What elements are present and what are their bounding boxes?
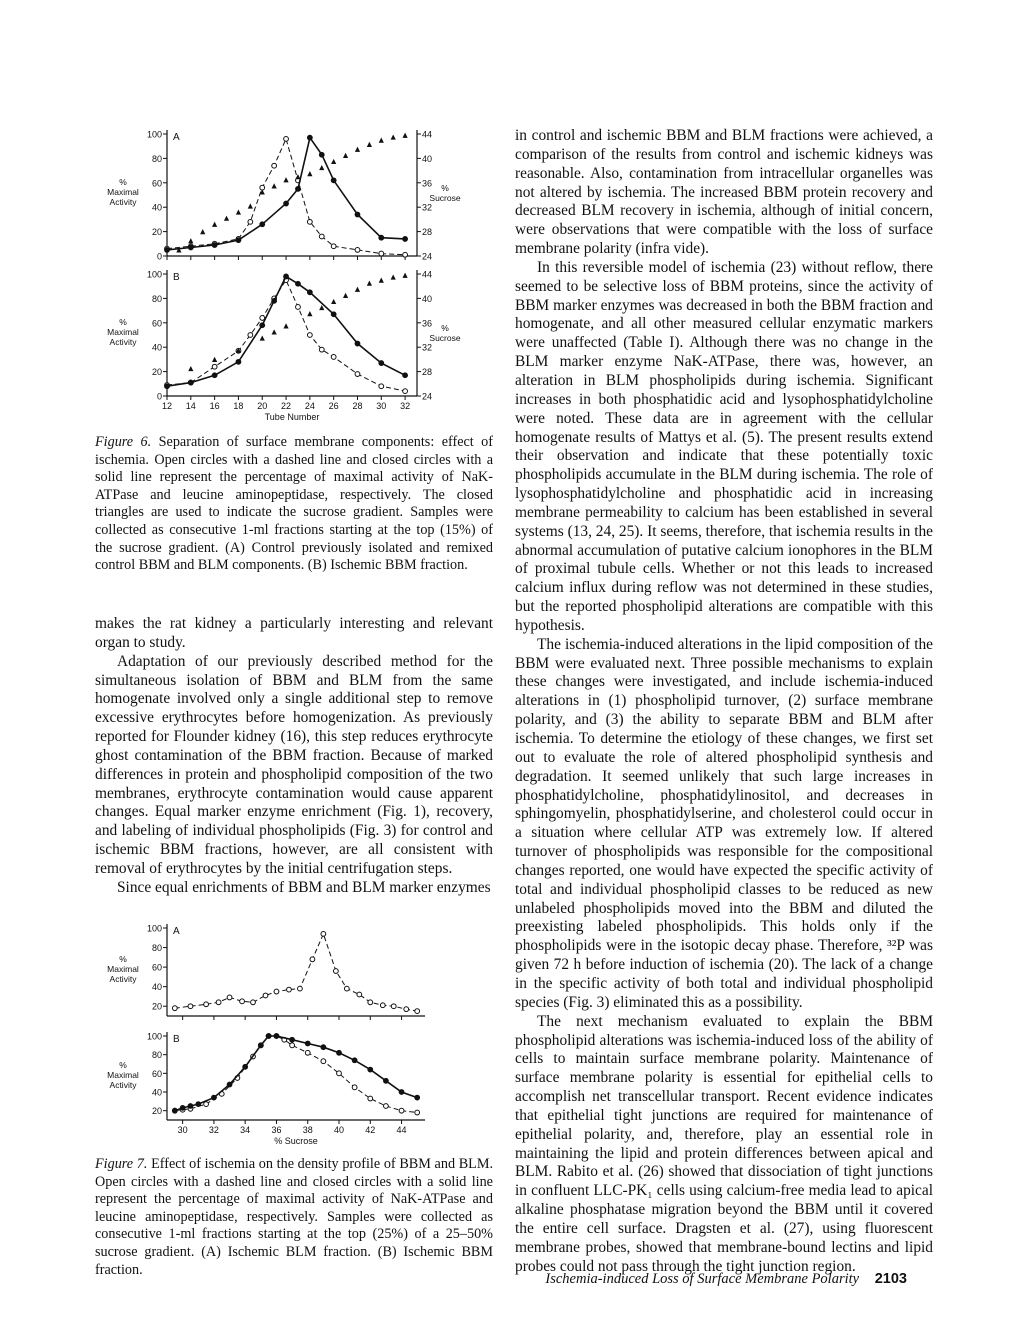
figure-7-chart <box>80 918 520 1150</box>
x-tick-label: 28 <box>352 401 363 411</box>
nak-atpase-point <box>172 1006 177 1011</box>
y2-axis-label-symbol: % <box>441 183 449 193</box>
y-tick-label: 40 <box>151 1087 162 1098</box>
right-paragraph-4: The next mechanism evaluated to explain the BBM phospholipid alterations was ischemia-induced loss of the ability of cells to maintain surface membrane polarity. Maintenance of surface membrane polarity is essential for epithelial cells to accomplish net transcellular transport. Recent evidence indicates that epithelial tight junctions are required for maintenance of epithelial polarity, and, therefore, play an essential role in maintaining the lipid and protein differences between apical and BLM. Rabito et al. (26) showed that dissociation of tight junctions in confluent LLC-PK₁ cells using calcium-free media lead to apical alkaline phosphatase migration beyond the BBM until it covered the entire cell surface. Dragsten et al. (27), using fluorescent membrane probes, showed that membrane-bound lectins and lipid probes could not pass through the tight junction region. <box>515 1012 933 1275</box>
y2-tick-label: 32 <box>422 342 433 353</box>
nak-atpase-point <box>403 389 408 394</box>
leucine-aminopeptidase-point <box>368 1067 373 1072</box>
y-tick-label: 80 <box>151 153 162 164</box>
nak-atpase-point <box>319 234 324 239</box>
page-footer <box>545 1271 907 1288</box>
leucine-aminopeptidase-point <box>284 201 289 206</box>
sucrose-triangle-point <box>391 134 396 139</box>
panel-letter: A <box>173 132 180 143</box>
nak-atpase-point <box>298 986 303 991</box>
y2-tick-label: 24 <box>422 391 433 402</box>
nak-atpase-point <box>284 136 289 141</box>
chart-panel-figure6-b <box>107 270 461 423</box>
sucrose-triangle-point <box>355 287 360 292</box>
x-tick-label: 32 <box>400 401 411 411</box>
x-tick-label: 30 <box>177 1125 188 1135</box>
y2-tick-label: 32 <box>422 202 433 213</box>
nak-atpase-point <box>287 987 292 992</box>
leucine-aminopeptidase-point <box>172 1108 177 1113</box>
sucrose-triangle-point <box>283 323 288 328</box>
nak-atpase-point <box>307 219 312 224</box>
nak-atpase-point <box>355 372 360 377</box>
nak-atpase-point <box>227 995 232 1000</box>
y-tick-label: 80 <box>151 943 162 954</box>
leucine-aminopeptidase-point <box>272 298 277 303</box>
leucine-aminopeptidase-point <box>188 380 193 385</box>
y-tick-label: 100 <box>146 269 162 280</box>
x-tick-label: 26 <box>328 401 339 411</box>
sucrose-triangle-point <box>379 278 384 283</box>
nak-atpase-point <box>272 163 277 168</box>
leucine-aminopeptidase-point <box>236 359 241 364</box>
x-tick-label: 14 <box>185 401 196 411</box>
nak-atpase-point <box>240 999 245 1004</box>
right-column-text <box>515 127 933 1276</box>
nak-atpase-point <box>296 305 301 310</box>
leucine-aminopeptidase-point <box>403 237 408 242</box>
x-tick-label: 24 <box>304 401 315 411</box>
nak-atpase-point <box>321 931 326 936</box>
sucrose-triangle-point <box>367 281 372 286</box>
y-axis-label-symbol: % <box>119 177 127 187</box>
sucrose-triangle-point <box>307 171 312 176</box>
nak-atpase-point <box>337 1071 342 1076</box>
y2-tick-label: 24 <box>422 251 433 262</box>
sucrose-triangle-point <box>212 222 217 227</box>
nak-atpase-point <box>403 252 408 257</box>
leucine-aminopeptidase-point <box>165 384 170 389</box>
sucrose-triangle-point <box>343 153 348 158</box>
y2-tick-label: 28 <box>422 367 433 378</box>
nak-atpase-point <box>204 1102 209 1107</box>
sucrose-triangle-point <box>307 311 312 316</box>
nak-atpase-point <box>251 1000 256 1005</box>
y-tick-label: 100 <box>146 1031 162 1042</box>
y2-tick-label: 28 <box>422 227 433 238</box>
nak-atpase-point <box>368 1000 373 1005</box>
y-axis-label-line1: Maximal <box>107 327 139 337</box>
leucine-aminopeptidase-point <box>227 1082 232 1087</box>
sucrose-triangle-point <box>272 183 277 188</box>
nak-atpase-point <box>331 244 336 249</box>
sucrose-triangle-point <box>391 274 396 279</box>
left-paragraph-1: makes the rat kidney a particularly interesting and relevant organ to study. <box>95 615 493 651</box>
sucrose-triangle-point <box>331 299 336 304</box>
figure-7-caption <box>95 1156 493 1279</box>
y-tick-label: 60 <box>151 318 162 329</box>
sucrose-triangle-point <box>283 177 288 182</box>
x-tick-label: 12 <box>161 401 173 411</box>
leucine-aminopeptidase-point <box>403 373 408 378</box>
leucine-aminopeptidase-point <box>284 274 289 279</box>
y2-axis-label-text: Sucrose <box>429 333 461 343</box>
chart-panel-figure7-b <box>107 1032 425 1147</box>
nak-atpase-point <box>307 333 312 338</box>
nak-atpase-point <box>344 986 349 991</box>
nak-atpase-point <box>305 1050 310 1055</box>
nak-atpase-point <box>379 251 384 256</box>
nak-atpase-point <box>248 219 253 224</box>
y-tick-label: 60 <box>151 178 162 189</box>
y-tick-label: 20 <box>151 367 162 378</box>
x-tick-label: 32 <box>208 1125 219 1135</box>
y-tick-label: 20 <box>151 1001 162 1012</box>
leucine-aminopeptidase-point <box>196 1102 201 1107</box>
chart-panel-figure7-a <box>107 924 425 1021</box>
leucine-aminopeptidase-point <box>212 1095 217 1100</box>
x-axis-label: % Sucrose <box>274 1136 318 1146</box>
figure-6-caption <box>95 434 493 575</box>
y2-tick-label: 44 <box>422 129 433 140</box>
y2-tick-label: 36 <box>422 318 433 329</box>
x-tick-label: 34 <box>240 1125 251 1135</box>
y-axis-label-symbol: % <box>119 954 127 964</box>
leucine-aminopeptidase-point <box>379 235 384 240</box>
y2-axis-label-text: Sucrose <box>429 193 461 203</box>
y-tick-label: 80 <box>151 293 162 304</box>
sucrose-triangle-point <box>343 293 348 298</box>
leucine-aminopeptidase-point <box>379 361 384 366</box>
x-tick-label: 40 <box>333 1125 345 1135</box>
y-tick-label: 40 <box>151 982 162 993</box>
leucine-aminopeptidase-point <box>260 222 265 227</box>
nak-atpase-point <box>391 1004 396 1009</box>
leucine-aminopeptidase-point <box>236 238 241 243</box>
figure-6-caption-label: Figure 6. <box>95 434 152 450</box>
chart-panel-figure6-a <box>107 130 461 262</box>
y-axis-label-symbol: % <box>119 1060 127 1070</box>
leucine-aminopeptidase-point <box>188 1104 193 1109</box>
x-tick-label: 38 <box>302 1125 313 1135</box>
x-axis-label: Tube Number <box>264 412 320 422</box>
nak-atpase-point <box>331 355 336 360</box>
nak-atpase-point <box>260 316 265 321</box>
page-number: 2103 <box>874 1271 907 1287</box>
leucine-aminopeptidase-point <box>399 1090 404 1095</box>
nak-atpase-point <box>290 1043 295 1048</box>
x-tick-label: 30 <box>376 401 387 411</box>
y-tick-label: 60 <box>151 962 162 973</box>
sucrose-triangle-point <box>272 329 277 334</box>
y-tick-label: 0 <box>156 391 162 402</box>
y2-tick-label: 40 <box>422 153 433 164</box>
y-tick-label: 0 <box>156 251 162 262</box>
nak-atpase-point <box>333 969 338 974</box>
nak-atpase-point <box>404 1007 409 1012</box>
right-paragraph-3: The ischemia-induced alterations in the lipid composition of the BBM were evaluated next. Three possible mechanisms to explain these changes were investigated, and include ischemia-induced alterations in (1) phospholipid turnover, (2) surface membrane polarity, and (3) the ability to separate BBM and BLM after ischemia. To determine the etiology of these changes, we first set out to evaluate the role of altered phospholipid synthesis and degradation. It seemed unlikely that such large increases in phosphatidylcholine, phosphatidylinositol, and decreases in sphingomyelin, phosphatidylserine, and cholesterol could occur in a situation where cellular ATP was extremely low. If altered turnover of phospholipids was responsible for the compositional changes reported, one would have expected the specific activity of total and individual phospholipid classes to be reduced as new unlabeled phospholipids moved into the BBM and diluted the preexisting labeled phospholipids. This holds only if the phospholipids were in the isotopic decay phase. Therefore, ³²P was given 72 h before induction of ischemia (20). The lack of a change in the specific activity of both total and individual phospholipid species (Fig. 3) eliminated this as a possibility. <box>515 635 933 1011</box>
right-paragraph-2: In this reversible model of ischemia (23) without reflow, there seemed to be selective loss of BBM proteins, since the activity of BBM marker enzymes was decreased in both the BBM fraction and homogenate, and all other measured cellular enzymatic markers were unaffected (Table I). Although there was no change in the BLM marker enzyme NaK-ATPase, there was, however, an alteration in BLM phospholipids during ischemia. Significant increases in both phosphatidic acid and lysophosphatidylcholine were noted. These data are in agreement with the cellular homogenate results of Mattys et al. (5). The present results extend their observation and indicate that these potentially toxic phospholipids accumulate in the BLM during ischemia. The role of lysophosphatidylcholine and phosphatidic acid in increasing membrane permeability to calcium has been established in several systems (13, 24, 25). It seems, therefore, that ischemia results in the abnormal accumulation of putative calcium ionophores in the BLM of proximal tubule cells. Whether or not this leads to increased calcium influx during reflow was not determined in these studies, but the reported phospholipid alterations are compatible with this hypothesis. <box>515 258 934 634</box>
sucrose-triangle-point <box>248 203 253 208</box>
nak-atpase-point <box>384 1104 389 1109</box>
y-axis-label-line1: Maximal <box>107 1070 139 1080</box>
leucine-aminopeptidase-point <box>307 290 312 295</box>
left-paragraph-2: Adaptation of our previously described method for the simultaneous isolation of BBM and BLM from the same homogenate involved only a single additional step to remove excessive erythrocytes before homogenization. As previously reported for Flounder kidney (16), this step reduces erythrocyte ghost contamination of the BBM fraction. Because of marked differences in protein and phospholipid composition of the two membranes, erythrocyte contamination would cause apparent changes. Equal marker enzyme enrichment (Fig. 1), recovery, and labeling of individual phospholipids (Fig. 3) for control and ischemic BBM fractions, however, are all consistent with removal of erythrocytes by the initial centrifugation steps. <box>95 652 493 877</box>
y-axis-label-line2: Activity <box>109 974 137 984</box>
y-tick-label: 100 <box>146 129 162 140</box>
x-tick-label: 44 <box>396 1125 407 1135</box>
sucrose-triangle-point <box>212 357 217 362</box>
leucine-aminopeptidase-point <box>307 135 312 140</box>
sucrose-triangle-point <box>319 165 324 170</box>
nak-atpase-point <box>399 1108 404 1113</box>
figure-6 <box>80 122 520 422</box>
nak-atpase-point <box>274 989 279 994</box>
nak-atpase-point <box>263 993 268 998</box>
nak-atpase-point <box>352 1085 357 1090</box>
x-tick-label: 20 <box>257 401 268 411</box>
nak-atpase-point <box>357 992 362 997</box>
leucine-aminopeptidase-point <box>352 1058 357 1063</box>
nak-atpase-line <box>175 1036 417 1113</box>
y-axis-label-line1: Maximal <box>107 187 139 197</box>
nak-atpase-point <box>415 1009 420 1014</box>
leucine-aminopeptidase-point <box>180 1105 185 1110</box>
y-tick-label: 40 <box>151 202 162 213</box>
x-tick-label: 18 <box>233 401 244 411</box>
leucine-aminopeptidase-point <box>296 187 301 192</box>
nak-atpase-point <box>380 1003 385 1008</box>
y-axis-label-line2: Activity <box>109 337 137 347</box>
figure-6-caption-text: Separation of surface membrane components: effect of ischemia. Open circles with a dashed line and closed circles with a solid line represent the percentage of maximal activity of NaK-ATPase and leucine aminopeptidase, respectively. The closed triangles are used to indicate the sucrose gradient. Samples were collected as consecutive 1-ml fractions starting at the top (15%) of the sucrose gradient. (A) Control previously isolated and remixed control BBM and BLM components. (B) Ischemic BBM fraction. <box>95 434 494 574</box>
leucine-aminopeptidase-point <box>290 1037 295 1042</box>
nak-atpase-line <box>167 139 405 255</box>
leucine-aminopeptidase-point <box>243 1064 248 1069</box>
sucrose-triangle-point <box>402 133 407 138</box>
nak-atpase-point <box>188 1004 193 1009</box>
figure-7 <box>80 918 520 1150</box>
nak-atpase-point <box>368 1096 373 1101</box>
nak-atpase-point <box>216 1000 221 1005</box>
sucrose-triangle-point <box>188 238 193 243</box>
leucine-aminopeptidase-point <box>212 243 217 248</box>
left-paragraph-3: Since equal enrichments of BBM and BLM marker enzymes <box>117 878 491 896</box>
leucine-aminopeptidase-point <box>258 1043 263 1048</box>
leucine-aminopeptidase-point <box>331 312 336 317</box>
leucine-aminopeptidase-point <box>266 1034 271 1039</box>
right-paragraph-1: in control and ischemic BBM and BLM fractions were achieved, a comparison of the results from control and ischemic kidneys was reasonable. Also, contamination from intracellular organelles was not altered by ischemia. The increased BBM protein recovery and decreased BLM recovery in ischemia, although of initial concern, were observations that were compatible with the loss of surface membrane polarity (infra vide). <box>515 127 933 258</box>
y-axis-label-line2: Activity <box>109 197 137 207</box>
sucrose-triangle-point <box>402 273 407 278</box>
leucine-aminopeptidase-point <box>212 373 217 378</box>
leucine-aminopeptidase-point <box>415 1095 420 1100</box>
leucine-aminopeptidase-point <box>337 1050 342 1055</box>
leucine-aminopeptidase-point <box>274 1034 279 1039</box>
sucrose-triangle-point <box>200 229 205 234</box>
nak-atpase-point <box>355 248 360 253</box>
sucrose-triangle-point <box>367 142 372 147</box>
leucine-aminopeptidase-line <box>167 276 405 386</box>
figure-7-caption-label: Figure 7. <box>95 1156 148 1172</box>
nak-atpase-line <box>167 280 405 391</box>
panel-letter: B <box>173 272 180 283</box>
x-tick-label: 36 <box>271 1125 282 1135</box>
nak-atpase-point <box>212 364 217 369</box>
y-axis-label-line2: Activity <box>109 1080 137 1090</box>
nak-atpase-point <box>248 333 253 338</box>
y2-tick-label: 36 <box>422 178 433 189</box>
y-tick-label: 20 <box>151 1106 162 1117</box>
y2-tick-label: 44 <box>422 269 433 280</box>
nak-atpase-point <box>321 1059 326 1064</box>
y-axis-label-symbol: % <box>119 317 127 327</box>
nak-atpase-point <box>379 384 384 389</box>
leucine-aminopeptidase-point <box>321 1045 326 1050</box>
leucine-aminopeptidase-point <box>305 1041 310 1046</box>
left-column-text <box>95 615 493 898</box>
sucrose-triangle-point <box>355 147 360 152</box>
nak-atpase-point <box>310 957 315 962</box>
nak-atpase-point <box>319 347 324 352</box>
y-tick-label: 20 <box>151 227 162 238</box>
nak-atpase-point <box>204 1002 209 1007</box>
leucine-aminopeptidase-point <box>319 152 324 157</box>
y-tick-label: 60 <box>151 1068 162 1079</box>
sucrose-triangle-point <box>260 335 265 340</box>
sucrose-triangle-point <box>188 366 193 371</box>
leucine-aminopeptidase-point <box>384 1078 389 1083</box>
sucrose-triangle-point <box>224 216 229 221</box>
sucrose-triangle-point <box>236 209 241 214</box>
leucine-aminopeptidase-point <box>355 212 360 217</box>
nak-atpase-point <box>415 1110 420 1115</box>
x-tick-label: 16 <box>209 401 220 411</box>
sucrose-triangle-point <box>331 159 336 164</box>
leucine-aminopeptidase-point <box>331 178 336 183</box>
leucine-aminopeptidase-point <box>165 248 170 253</box>
x-tick-label: 22 <box>281 401 292 411</box>
panel-letter: A <box>173 926 180 937</box>
y-tick-label: 80 <box>151 1050 162 1061</box>
running-title: Ischemia-induced Loss of Surface Membrane Polarity <box>545 1271 860 1287</box>
leucine-aminopeptidase-point <box>260 323 265 328</box>
y2-tick-label: 40 <box>422 293 433 304</box>
leucine-aminopeptidase-point <box>355 341 360 346</box>
figure-6-chart <box>80 122 520 422</box>
leucine-aminopeptidase-point <box>188 245 193 250</box>
nak-atpase-line <box>175 934 417 1011</box>
panel-letter: B <box>173 1034 180 1045</box>
y2-axis-label-symbol: % <box>441 323 449 333</box>
leucine-aminopeptidase-point <box>296 281 301 286</box>
y-tick-label: 100 <box>146 923 162 934</box>
y-axis-label-line1: Maximal <box>107 964 139 974</box>
figure-7-caption-text: Effect of ischemia on the density profile of BBM and BLM. Open circles with a dashed line and closed circles with a solid line represent the percentage of maximal activity of NaK-ATPase and leucine aminopeptidase, respectively. Samples were collected as consecutive 1-ml fractions starting at the top (25%) of a 25–50% sucrose gradient. (A) Ischemic BLM fraction. (B) Ischemic BBM fraction. <box>95 1156 494 1278</box>
sucrose-triangle-point <box>379 138 384 143</box>
y-tick-label: 40 <box>151 342 162 353</box>
x-tick-label: 42 <box>365 1125 376 1135</box>
